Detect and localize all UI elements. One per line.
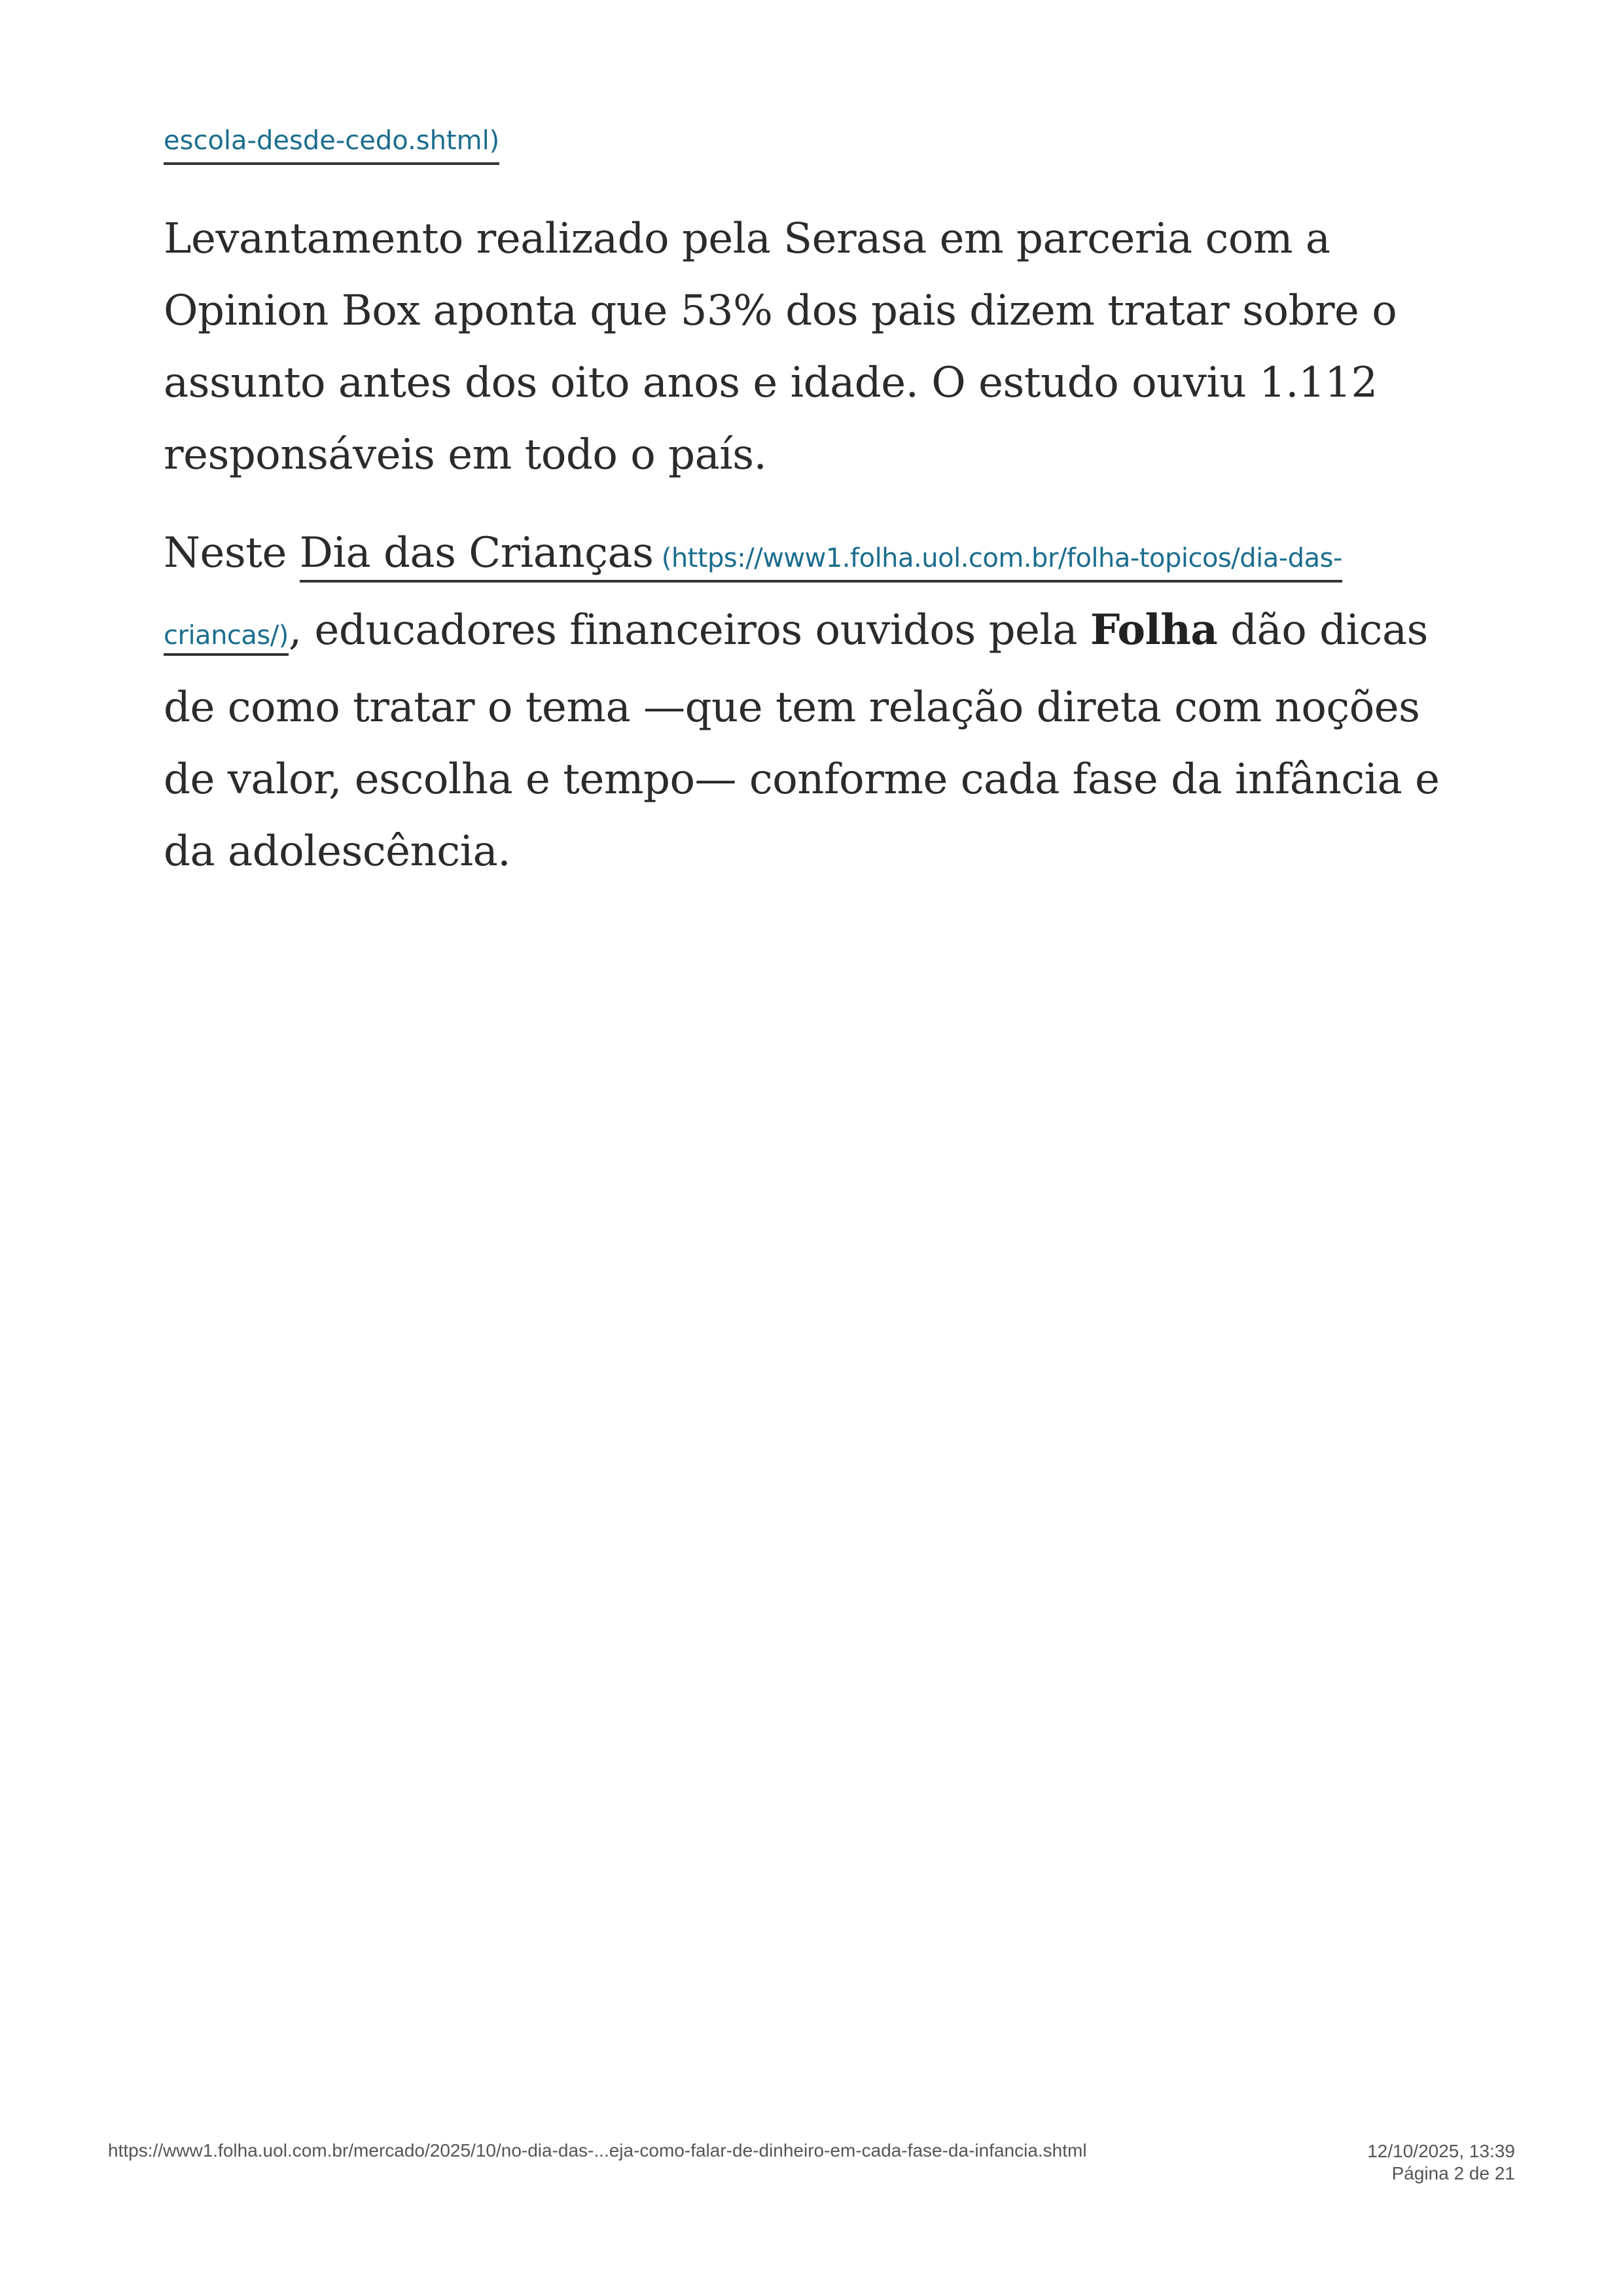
dia-das-criancas-link-text[interactable]: Dia das Crianças [299, 529, 654, 577]
dia-das-criancas-url-part1[interactable]: (https://www1.folha.uol.com.br/folha-topicos/dia-das- [653, 543, 1342, 573]
folha-brand: Folha [1090, 605, 1218, 655]
paragraph-lead: Neste [164, 529, 300, 577]
article-content [164, 124, 1472, 888]
footer-meta [1367, 2140, 1515, 2185]
dia-das-criancas-link[interactable] [300, 529, 1342, 583]
footer-url: https://www1.folha.uol.com.br/mercado/2025/10/no-dia-das-...eja-como-falar-de-dinheiro-em-cada-fase-da-infancia.shtml [108, 2140, 1087, 2161]
footer-page-number: Página 2 de 21 [1391, 2163, 1515, 2183]
paragraph-after-link: , educadores financeiros ouvidos pela [288, 606, 1090, 655]
paragraph-survey: Levantamento realizado pela Serasa em parceria com a Opinion Box aponta que 53% dos pais dizem tratar sobre o assunto antes dos oito anos e idade. O estudo ouviu 1.112 responsáveis em todo o país. [164, 215, 1397, 479]
dia-das-criancas-url-part2[interactable]: criancas/) [164, 620, 289, 656]
paragraph-childrens-day [164, 517, 1472, 888]
previous-link-url[interactable]: escola-desde-cedo.shtml) [164, 124, 499, 165]
footer-datetime: 12/10/2025, 13:39 [1367, 2141, 1515, 2161]
paragraph-rest: dão dicas de como tratar o tema —que tem relação direta com noções de valor, escolha e tempo— conforme cada fase da infância e da adolescência. [164, 606, 1440, 876]
